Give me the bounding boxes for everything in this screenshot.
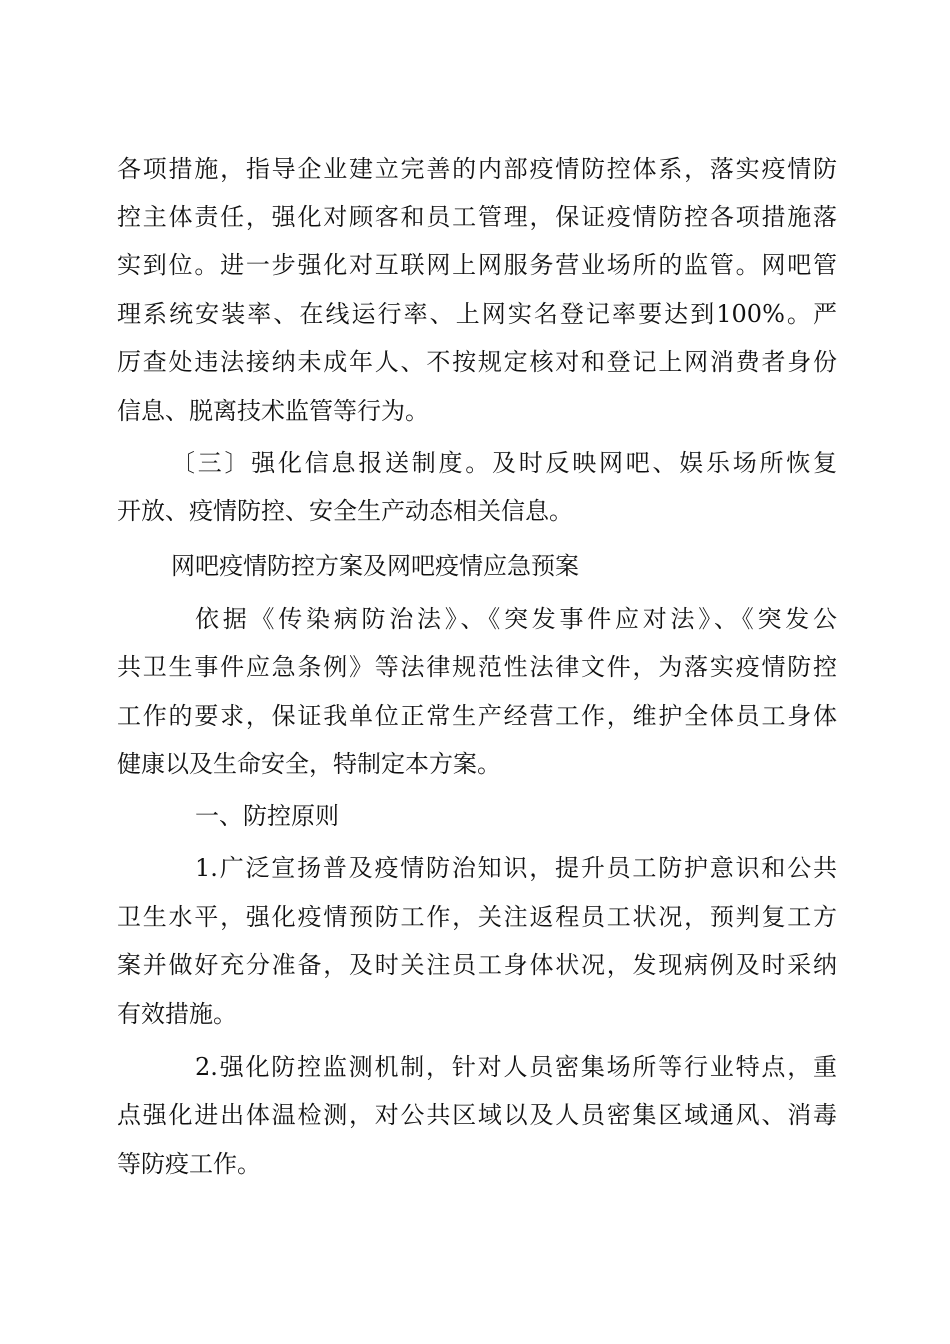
text-line: 点强化进出体温检测，对公共区域以及人员密集区域通风、消毒: [117, 1101, 837, 1129]
text-line: 卫生水平，强化疫情预防工作，关注返程员工状况，预判复工方: [117, 903, 837, 931]
section-item-three: 〔三〕强化信息报送制度。及时反映网吧、娱乐场所恢复: [171, 449, 837, 477]
text-line: 有效措施。: [117, 1000, 237, 1028]
text-line: 信息、脱离技术监管等行为。: [117, 397, 429, 425]
text-line: 案并做好充分准备，及时关注员工身体状况，发现病例及时采纳: [117, 951, 837, 979]
text-line: 实到位。进一步强化对互联网上网服务营业场所的监管。网吧管: [117, 251, 837, 279]
section-title: 网吧疫情防控方案及网吧疫情应急预案: [171, 552, 579, 580]
text-line: 厉查处违法接纳未成年人、不按规定核对和登记上网消费者身份: [117, 348, 837, 376]
text-line: 等防疫工作。: [117, 1150, 261, 1178]
text-line: 依据《传染病防治法》、《突发事件应对法》、《突发公: [195, 605, 837, 633]
text-line: 控主体责任，强化对顾客和员工管理，保证疫情防控各项措施落: [117, 203, 837, 231]
text-line: 开放、疫情防控、安全生产动态相关信息。: [117, 497, 573, 525]
text-line: 各项措施，指导企业建立完善的内部疫情防控体系，落实疫情防: [117, 155, 837, 183]
text-line: 工作的要求，保证我单位正常生产经营工作，维护全体员工身体: [117, 702, 837, 730]
text-line: 理系统安装率、在线运行率、上网实名登记率要达到100%。严: [117, 300, 837, 328]
list-item-1: 1.广泛宣扬普及疫情防治知识，提升员工防护意识和公共: [195, 854, 837, 882]
list-item-2: 2.强化防控监测机制，针对人员密集场所等行业特点，重: [195, 1053, 837, 1081]
section-heading: 一、防控原则: [195, 802, 339, 830]
text-line: 健康以及生命安全，特制定本方案。: [117, 750, 501, 778]
text-line: 共卫生事件应急条例》等法律规范性法律文件，为落实疫情防控: [117, 653, 837, 681]
